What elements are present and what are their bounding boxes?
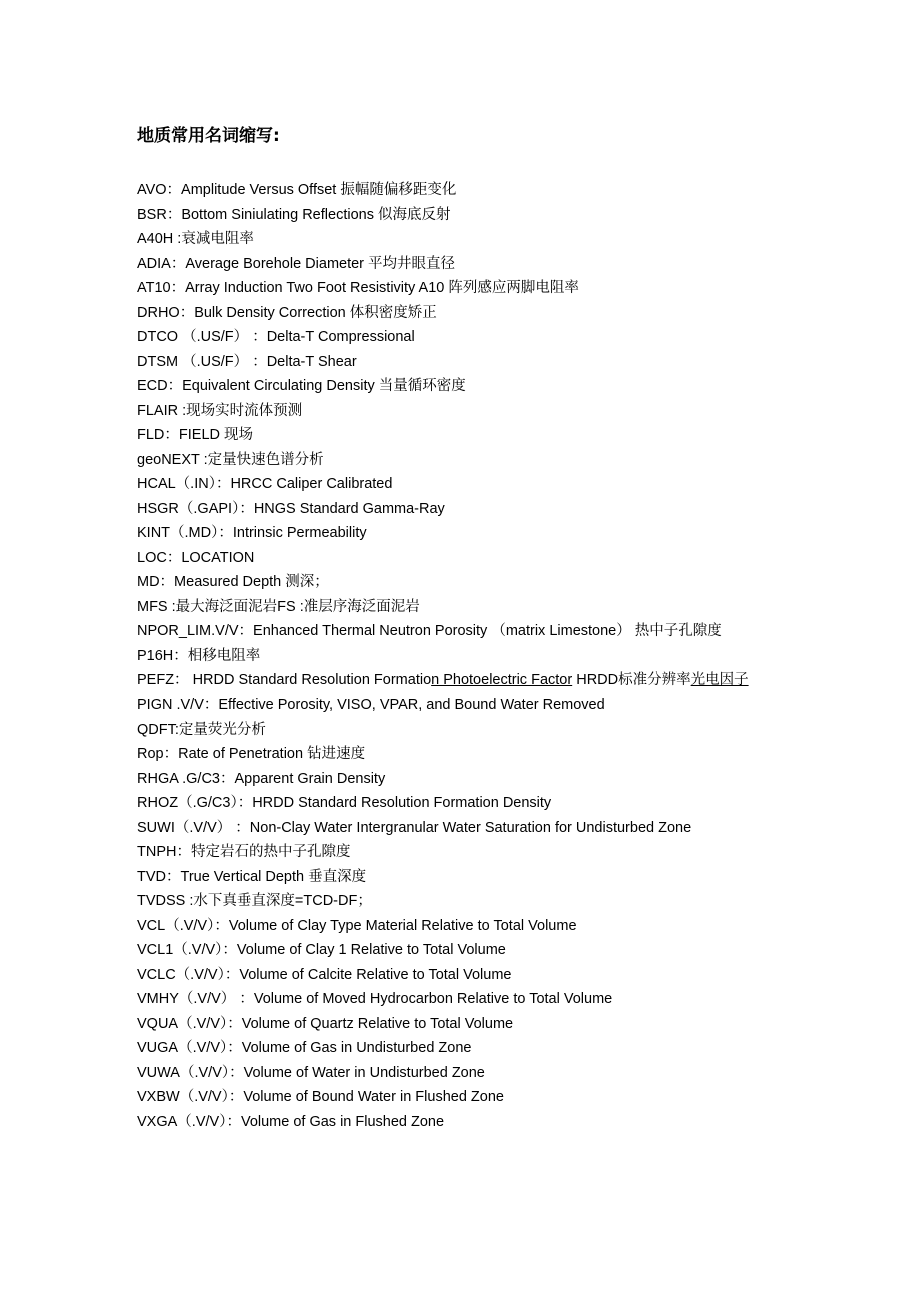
list-item: MFS :最大海泛面泥岩FS :准层序海泛面泥岩	[137, 598, 420, 615]
list-item: VUGA（.V/V）：Volume of Gas in Undisturbed Zone	[137, 1040, 472, 1056]
abbreviation-list	[137, 178, 777, 1134]
list-item: A40H :衰减电阻率	[137, 231, 254, 247]
list-item: QDFT:定量荧光分析	[137, 721, 266, 738]
list-item: FLD：FIELD 现场	[137, 427, 254, 443]
pefz-underlined-text: 光电因子	[690, 672, 749, 688]
list-item: DTCO （.US/F） ：Delta-T Compressional	[137, 329, 415, 345]
list-item: TNPH：特定岩石的热中子孔隙度	[137, 844, 351, 860]
list-item: geoNEXT :定量快速色谱分析	[137, 451, 324, 468]
list-item: RHOZ（.G/C3）：HRDD Standard Resolution Formation Density	[137, 795, 552, 811]
list-item: PIGN .V/V：Effective Porosity, VISO, VPAR, and Bound Water Removed	[137, 697, 605, 713]
list-item: P16H：相移电阻率	[137, 647, 261, 664]
list-item: Rop：Rate of Penetration 钻进速度	[137, 746, 366, 762]
list-item: VCL1（.V/V）：Volume of Clay 1 Relative to Total Volume	[137, 942, 506, 958]
list-item: RHGA .G/C3：Apparent Grain Density	[137, 770, 386, 787]
list-item: VXGA（.V/V）：Volume of Gas in Flushed Zone	[137, 1113, 445, 1130]
list-item: FLAIR :现场实时流体预测	[137, 402, 303, 419]
list-item: VCLC（.V/V）：Volume of Calcite Relative to Total Volume	[137, 966, 512, 983]
list-item: DTSM （.US/F） ：Delta-T Shear	[137, 353, 357, 370]
list-item: HSGR（.GAPI）：HNGS Standard Gamma-Ray	[137, 500, 445, 517]
pefz-underlined-text: n Photoelectric Factor	[431, 672, 573, 688]
list-item: MD：Measured Depth 测深；	[137, 574, 329, 590]
pefz-text: PEFZ： HRDD Standard Resolution Formatio	[137, 672, 432, 688]
list-item: VXBW（.V/V）：Volume of Bound Water in Flushed Zone	[137, 1089, 504, 1105]
list-item: VCL（.V/V）：Volume of Clay Type Material Relative to Total Volume	[137, 917, 577, 934]
page-title: 地质常用名词缩写:	[137, 126, 280, 146]
list-item: VQUA（.V/V）：Volume of Quartz Relative to Total Volume	[137, 1015, 514, 1032]
list-item: BSR：Bottom Siniulating Reflections 似海底反射	[137, 206, 451, 223]
list-item: ECD：Equivalent Circulating Density 当量循环密度	[137, 378, 466, 394]
list-item: HCAL（.IN）：HRCC Caliper Calibrated	[137, 476, 393, 492]
list-item: VUWA（.V/V）：Volume of Water in Undisturbed Zone	[137, 1064, 485, 1081]
list-item-pefz	[137, 668, 777, 693]
list-item: AVO：Amplitude Versus Offset 振幅随偏移距变化	[137, 182, 457, 198]
list-item: DRHO：Bulk Density Correction 体积密度矫正	[137, 304, 437, 321]
list-item: ADIA：Average Borehole Diameter 平均井眼直径	[137, 255, 456, 272]
list-item: SUWI（.V/V） ：Non-Clay Water Intergranular Water Saturation for Undisturbed Zone	[137, 819, 692, 836]
list-item: NPOR_LIM.V/V：Enhanced Thermal Neutron Porosity （matrix Limestone） 热中子孔隙度	[137, 623, 722, 639]
list-item: KINT（.MD）：Intrinsic Permeability	[137, 525, 367, 541]
list-item: TVDSS :水下真垂直深度=TCD-DF；	[137, 893, 372, 909]
list-item: AT10：Array Induction Two Foot Resistivity A10 阵列感应两脚电阻率	[137, 280, 579, 296]
pefz-text: HRDD标准分辨率	[572, 672, 691, 688]
list-item: LOC：LOCATION	[137, 549, 255, 566]
list-item: TVD：True Vertical Depth 垂直深度	[137, 868, 367, 885]
list-item: VMHY（.V/V） ：Volume of Moved Hydrocarbon Relative to Total Volume	[137, 991, 613, 1007]
